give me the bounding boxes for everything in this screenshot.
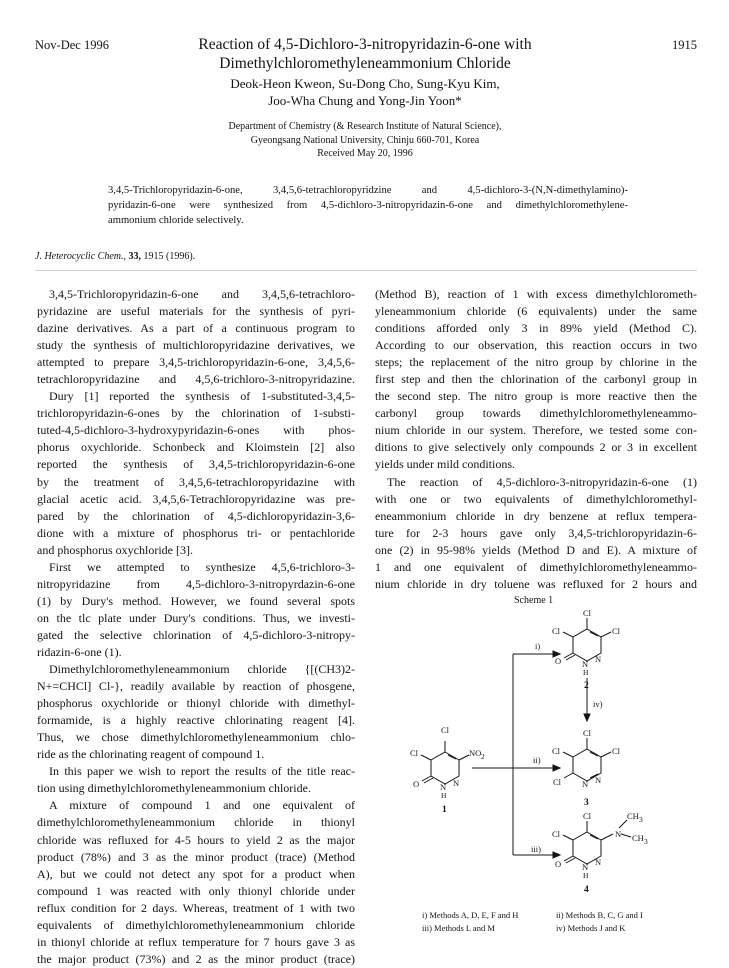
atom-label: 3	[644, 837, 648, 846]
atom-label: Cl	[583, 811, 592, 821]
journal-citation	[35, 251, 195, 262]
compound-number: 1	[442, 805, 447, 815]
text-line: the major product (73%) and 2 as the minor product (trace)	[37, 951, 355, 966]
atom-label: N	[595, 654, 602, 664]
atom-label: O	[413, 779, 420, 789]
citation-journal: J. Heterocyclic Chem.,	[35, 251, 126, 262]
compound-3-structure	[563, 738, 611, 781]
atom-label: Cl	[552, 746, 561, 756]
atom-label: Cl	[441, 725, 450, 735]
scheme-title: Scheme 1	[514, 595, 554, 606]
atom-label: NO	[469, 748, 482, 758]
atom-label: Cl	[612, 746, 621, 756]
title-line-1: Reaction of 4,5-Dichloro-3-nitropyridazin-6-one with	[198, 36, 532, 53]
reaction-arrows	[472, 651, 590, 858]
compound-2-labels	[552, 608, 621, 691]
text-line: A mixture of compound 1 and one equivalent of	[49, 798, 355, 813]
received-date: Received May 20, 1996	[317, 148, 413, 159]
text-line: In this paper we wish to report the results of the title reac-	[49, 764, 355, 779]
text-line: on the tlc plate under Dury's conditions. Thus, we investi-	[37, 610, 355, 625]
text-line: N+=CHCl] Cl-}, readily available by reaction of phosgene,	[37, 679, 355, 694]
atom-label: H	[441, 791, 447, 800]
compound-3-labels	[552, 728, 621, 808]
atom-label: N	[615, 829, 622, 839]
atom-label: N	[582, 659, 589, 669]
text-line: pared by the chlorination of 4,5-dichloropyridazin-3,6-	[37, 508, 355, 523]
atom-label: 2	[481, 752, 485, 761]
text-line: The reaction of 4,5-dichloro-3-nitropyridazin-6-one (1)	[387, 474, 697, 489]
text-line: the second step. The nitro group is more reactive then the	[375, 389, 697, 404]
abstract-line: pyridazin-6-one were synthesized from 4,5-dichloro-3-nitropyridazin-6-one and dimethylchloromethylene-	[108, 200, 628, 211]
text-line: with one or two equivalents of dimethylchloromethyl-	[375, 491, 697, 506]
text-line: in thionyl chloride at reflux temperature for 7 hours gave 3 as	[37, 934, 355, 949]
atom-label: 3	[639, 815, 643, 824]
atom-label: N	[595, 775, 602, 785]
text-line: nitropyridazine from 4,5-dichloro-3-nitropyrdazin-6-one	[37, 576, 355, 591]
text-line: eneammonium chloride in dry benzene at reflux tempera-	[375, 508, 697, 523]
text-line: According to our observation, this reaction occurs in two	[375, 338, 697, 353]
atom-label: N	[582, 779, 589, 789]
text-line: Dury [1] reported the synthesis of 1-substituted-3,4,5-	[49, 389, 355, 404]
text-line: dimethylchloromethyleneammonium chloride in thionyl	[37, 815, 355, 830]
atom-label: Cl	[553, 777, 562, 787]
step-labels	[531, 641, 603, 854]
legend-item: i) Methods A, D, E, F and H	[422, 910, 519, 920]
atom-label: N	[595, 857, 602, 867]
abstract	[108, 183, 628, 228]
scheme-legend	[422, 909, 643, 934]
title-line-2: Dimethylchloromethyleneammonium Chloride	[219, 55, 511, 72]
atom-label: N	[453, 778, 460, 788]
text-line: glacial acetic acid. 3,4,5,6-Tetrachloropyridazine was pre-	[37, 491, 355, 506]
text-line: tion using dimethylchloromethyleneammonium chloride.	[37, 781, 311, 796]
authors-line-1: Deok-Heon Kweon, Su-Dong Cho, Sung-Kyu Kim,	[230, 76, 500, 91]
compound-2-structure	[563, 618, 611, 661]
text-line: chloride was refluxed for 4-5 hours to yield 2 as the major	[37, 832, 355, 847]
text-line: by the treatment of 3,4,5,6-tetrachloropyridazine with	[37, 474, 355, 489]
text-line: dione with a mixture of phosphorus tri- or pentachloride	[37, 525, 355, 540]
citation-rest: 1915 (1996).	[143, 251, 196, 262]
atom-label: N	[582, 862, 589, 872]
text-line: nium chloride in dry toluene was refluxed for 2 hours and	[375, 576, 697, 591]
step-label: iii)	[531, 844, 541, 854]
text-line: reflux condition for 2 days. Whereas, treatment of 1 with two	[37, 900, 355, 915]
atom-label: Cl	[583, 728, 592, 738]
atom-label: CH	[627, 811, 639, 821]
text-line: Thus, we chose dimethylchloromethyleneammonium chlo-	[37, 730, 355, 745]
text-line: equivalents of dimethylchloromethyleneammonium chloride	[37, 917, 355, 932]
text-line: nium chloride in our system. Therefore, we tested some con-	[375, 423, 697, 438]
text-line: Dimethylchloromethyleneammonium chloride {[(CH3)2-	[49, 662, 355, 677]
affiliation	[150, 120, 580, 161]
atom-label: O	[555, 656, 562, 666]
text-line: yields under mild conditions.	[375, 457, 515, 472]
text-line: product (78%) and 3 as the minor product (trace) (Method	[37, 849, 355, 864]
text-line: tetrachloropyridazine and 4,5,6-trichloro-3-nitropyridazine.	[37, 372, 355, 387]
text-line: 1 and one equivalent of dimethylchloromethyleneammo-	[375, 559, 697, 574]
atom-label: H	[583, 668, 589, 677]
atom-label: N	[440, 782, 447, 792]
text-line: conditions afforded only 3 in 89% yield (Method C).	[375, 321, 697, 336]
compound-1-structure	[421, 741, 469, 784]
affiliation-line-1: Department of Chemistry (& Research Institute of Natural Science),	[228, 121, 502, 132]
text-line: tuted-4,5-dichloro-3-hydroxypyridazin-6-ones with phos-	[37, 423, 355, 438]
text-line: (1) by Dury's method. However, we found several spots	[37, 593, 355, 608]
text-line: dazine derivatives. As a part of a continuous program to	[37, 321, 355, 336]
author-list	[150, 75, 580, 109]
text-line: and phosphorus oxychloride [3].	[37, 542, 193, 557]
legend-item: iv) Methods J and K	[556, 922, 626, 933]
text-line: compound 1 was reacted with only thionyl chloride under	[37, 883, 355, 898]
body-column-right	[375, 286, 697, 593]
atom-label: Cl	[410, 748, 419, 758]
page-number: 1915	[672, 38, 697, 52]
body-column-left	[37, 286, 355, 968]
compound-number: 4	[584, 885, 589, 895]
text-line: phorus oxychloride. Schonbeck and Kloimstein [2] also	[37, 440, 355, 455]
text-line: one (2) in 95-98% yields (Method D and E). A mixture of	[375, 542, 697, 557]
affiliation-line-2: Gyeongsang National University, Chinju 660-701, Korea	[250, 134, 480, 146]
atom-label: Cl	[552, 626, 561, 636]
running-date: Nov-Dec 1996	[35, 38, 109, 52]
text-line: A), but we could not detect any spot for a product when	[37, 866, 355, 881]
text-line: reported the synthesis of 3,4,5-trichloropyridazin-6-one	[37, 457, 355, 472]
header-divider	[35, 270, 697, 271]
text-line: first step and then the chlorination of the carbonyl group in	[375, 372, 697, 387]
text-line: steps; the replacement of the nitro group by chlorine in the	[375, 355, 697, 370]
text-line: ridazin-6-one (1).	[37, 644, 122, 659]
reaction-scheme	[375, 590, 697, 908]
compound-number: 3	[584, 798, 589, 808]
atom-label: Cl	[583, 608, 592, 618]
text-line: ditions to give selectively only compounds 2 or 3 in excellent	[375, 440, 697, 455]
text-line: First we attempted to synthesize 4,5,6-trichloro-3-	[49, 559, 355, 574]
text-line: study the synthesis of multichloropyridazine derivatives, we	[37, 338, 355, 353]
atom-label: Cl	[552, 829, 561, 839]
text-line: formamide, is a highly reactive chlorinating reagent [4].	[37, 713, 355, 728]
text-line: (Method B), reaction of 1 with excess dimethylchlorometh-	[375, 287, 697, 301]
step-label: i)	[535, 641, 541, 651]
compound-4-labels	[552, 811, 648, 895]
legend-item: iii) Methods L and M	[422, 922, 495, 933]
abstract-line: ammonium chloride selectively.	[108, 215, 244, 226]
text-line: phosphorus oxychloride or thionyl chloride with dimethyl-	[37, 696, 355, 711]
compound-1-labels	[410, 725, 485, 815]
citation-volume: 33,	[128, 251, 141, 262]
article-title	[150, 35, 580, 73]
compound-number: 2	[584, 681, 589, 691]
atom-label: Cl	[612, 626, 621, 636]
atom-label: O	[555, 859, 562, 869]
text-line: carbonyl group towards dimethylchloromethyleneammo-	[375, 406, 697, 421]
step-label: iv)	[593, 699, 603, 709]
legend-item: ii) Methods B, C, G and I	[556, 910, 643, 920]
text-line: trichloropyridazin-6-ones by the chlorination of 1-substi-	[37, 406, 355, 421]
text-line: 3,4,5-Trichloropyridazin-6-one and 3,4,5,6-tetrachloro-	[49, 287, 355, 301]
atom-label: CH	[632, 833, 644, 843]
text-line: ride as the chlorinating reagent of compound 1.	[37, 747, 265, 762]
authors-line-2: Joo-Wha Chung and Yong-Jin Yoon*	[268, 93, 462, 108]
text-line: pyridazine are useful materials for the synthesis of pyri-	[37, 304, 355, 319]
text-line: yleneammonium chloride (6 equivalents) under the same	[375, 304, 697, 319]
abstract-line: 3,4,5-Trichloropyridazin-6-one, 3,4,5,6-tetrachloropyridzine and 4,5-dichloro-3-(N,N-dimethylamino)-	[108, 185, 628, 196]
atom-label: H	[583, 871, 589, 880]
step-label: ii)	[533, 755, 541, 765]
text-line: attempted to prepare 3,4,5-trichloropyridazin-6-one, 3,4,5,6-	[37, 355, 355, 370]
text-line: ture for 2-3 hours gave only 3,4,5-trichloropyridazin-6-	[375, 525, 697, 540]
text-line: gated the selective chlorination of 4,5-dichloro-3-nitropy-	[37, 627, 355, 642]
